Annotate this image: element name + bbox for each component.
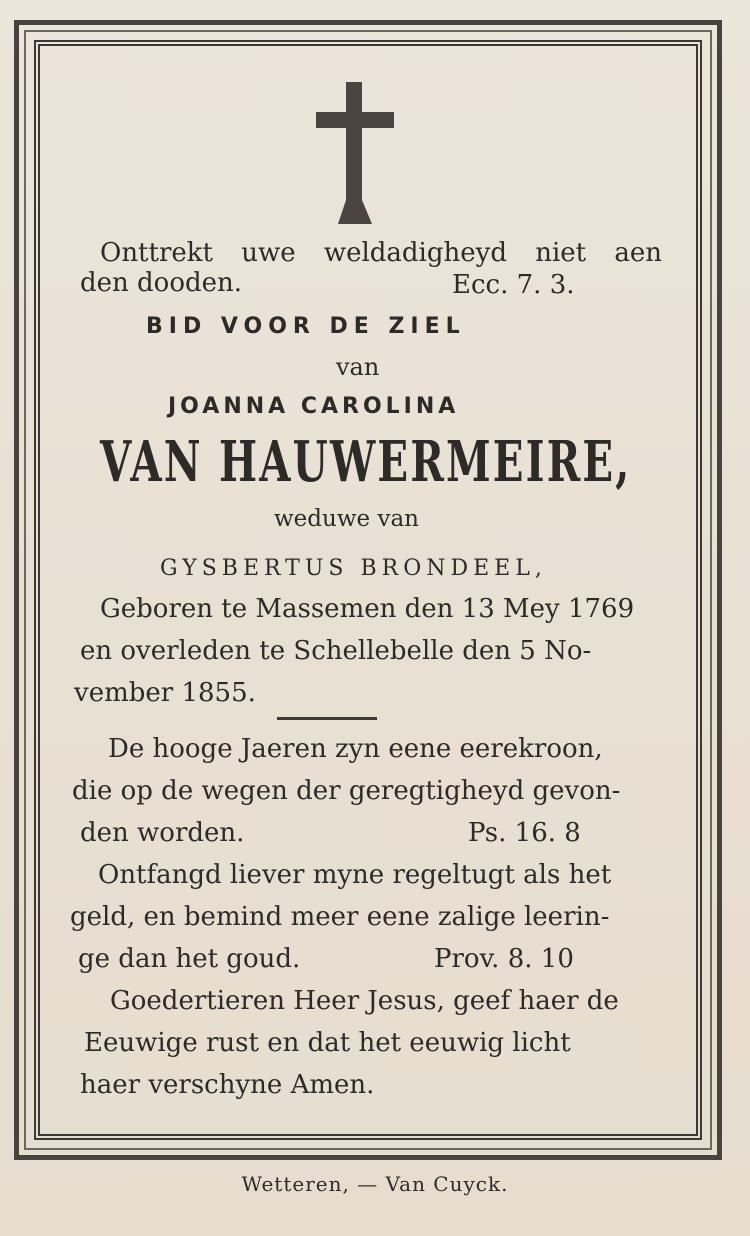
verse2-line-2: geld, en bemind meer eene zalige leerin- <box>70 902 610 932</box>
epigraph-line-2: den dooden. <box>80 268 243 298</box>
section-divider <box>277 717 377 720</box>
printer-imprint: Wetteren, — Van Cuyck. <box>241 1172 509 1196</box>
birth-line: Geboren te Massemen den 13 Mey 1769 <box>100 594 635 624</box>
verse2-reference: Prov. 8. 10 <box>434 944 574 974</box>
verse2-line-1: Ontfangd liever myne regeltugt als het <box>98 860 612 890</box>
epigraph-line-1 <box>100 238 662 268</box>
widow-of: weduwe van <box>274 506 419 532</box>
death-line: en overleden te Schellebelle den 5 No- <box>80 636 592 666</box>
verse1-reference: Ps. 16. 8 <box>468 818 581 848</box>
prayer-line-3: haer verschyne Amen. <box>80 1070 375 1100</box>
epigraph-word: niet <box>535 238 587 268</box>
epigraph-word: uwe <box>241 238 296 268</box>
epigraph-word: aen <box>614 238 662 268</box>
epigraph-word: Onttrekt <box>100 238 213 268</box>
given-names: JOANNA CAROLINA <box>168 394 460 419</box>
epigraph-word: weldadigheyd <box>323 238 507 268</box>
van-line: van <box>336 353 380 381</box>
cross-icon <box>316 82 394 224</box>
verse1-line-2: die op de wegen der geregtigheyd gevon- <box>72 776 621 806</box>
epigraph-reference: Ecc. 7. 3. <box>452 270 575 300</box>
husband-name: GYSBERTUS BRONDEEL, <box>160 556 547 581</box>
verse1-line-3: den worden. <box>80 818 245 848</box>
prayer-heading: BID VOOR DE ZIEL <box>146 314 466 339</box>
verse2-line-3: ge dan het goud. <box>78 944 301 974</box>
surname: VAN HAUWERMEIRE, <box>100 429 632 495</box>
prayer-line-1: Goedertieren Heer Jesus, geef haer de <box>110 986 619 1016</box>
prayer-line-2: Eeuwige rust en dat het eeuwig licht <box>84 1028 571 1058</box>
verse1-line-1: De hooge Jaeren zyn eene eerekroon, <box>108 734 603 764</box>
death-line-cont: vember 1855. <box>74 678 256 708</box>
card-content <box>60 70 680 1120</box>
